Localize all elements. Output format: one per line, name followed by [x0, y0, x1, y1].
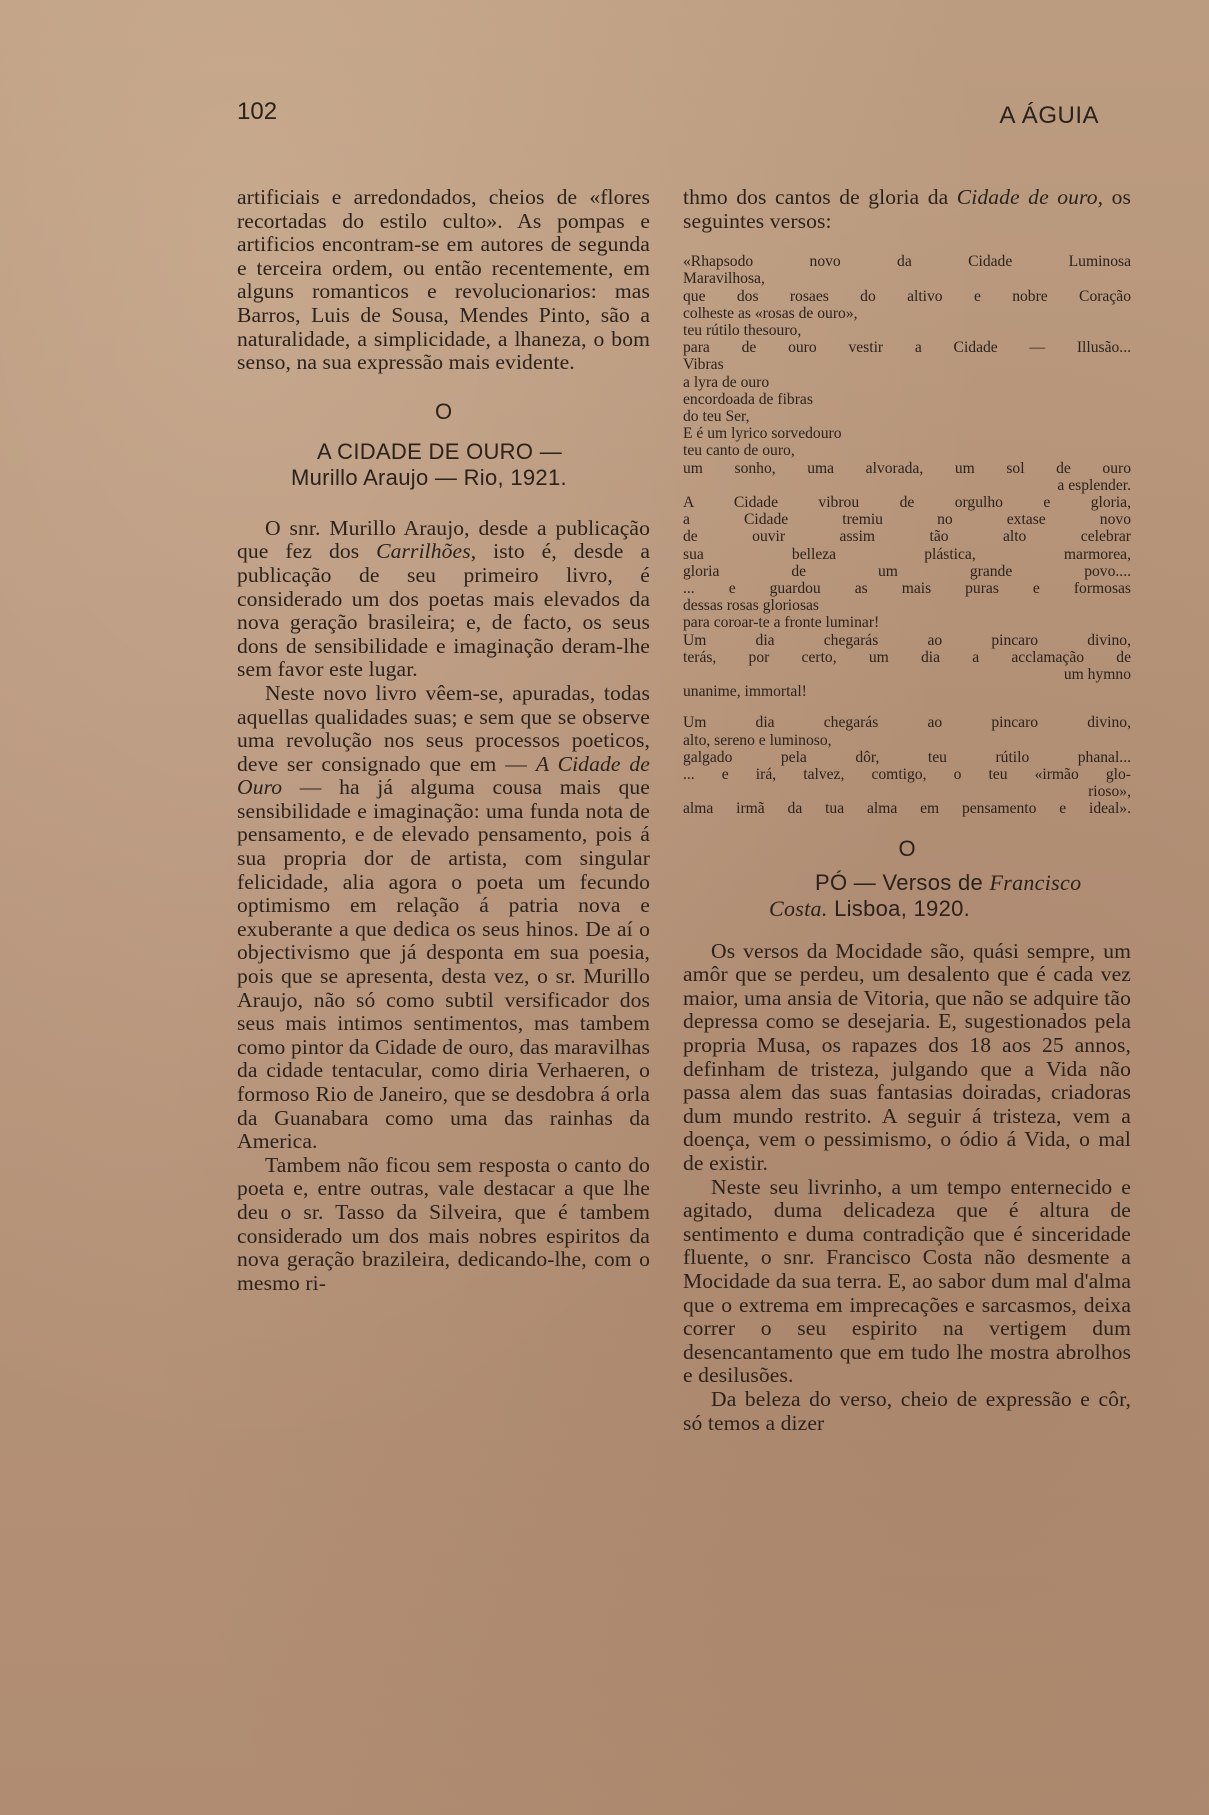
poem-line: um hymno [1063, 666, 1131, 684]
text-span: os seguintes versos: [683, 185, 1131, 233]
left-column [237, 186, 650, 1295]
page-header [0, 98, 1209, 138]
poem-line: «Rhapsodo novo da Cidade Luminosa [683, 253, 1131, 271]
right-column [683, 186, 1131, 1435]
poem-line: gloria de um grande povo.... [683, 562, 1131, 580]
poem-line: para de ouro vestir a Cidade — Illusão... [683, 339, 1131, 357]
paragraph [683, 186, 1131, 233]
review-title: A CIDADE DE OURO — [317, 438, 562, 464]
poem-line: galgado pela dôr, teu rútilo phanal... [683, 748, 1131, 766]
poem-line: a lyra de ouro [683, 373, 770, 391]
poem-line: Maravilhosa, [683, 270, 765, 288]
paragraph: Da beleza do verso, cheio de expressão e côr, só temos a dizer [683, 1386, 1131, 1435]
text-span: O snr. Murillo Araujo, desde a publicação que fez dos [237, 515, 650, 564]
poem-line: alma irmã da tua alma em pensamento e ideal». [683, 800, 1131, 818]
poem-line: a Cidade tremiu no extase novo [683, 511, 1131, 529]
poem-line: Um dia chegarás ao pincaro divino, [683, 714, 1131, 732]
paragraph: Neste seu livrinho, a um tempo enternecido e agitado, duma delicadeza que é altura de sentimento e duma contradição que é sinceridade fluente, o snr. Francisco Costa não desmente a Mocidade da sua terra. E, ao sabor dum mal d'alma que o extrema em imprecações e sarcasmos, deixa correr o seu espirito na vertigem dum desencantamento que em tudo lhe mostra abrolhos e desilusões. [683, 1174, 1131, 1388]
poem-line: sua belleza plástica, marmorea, [683, 545, 1131, 563]
paragraph [237, 682, 650, 1154]
section-mark: O [898, 835, 916, 861]
poem-line: para coroar-te a fronte luminar! [683, 614, 880, 632]
author-name: Costa. [769, 895, 828, 921]
poem-line: alto, sereno e luminoso, [683, 731, 832, 749]
page-number: 102 [237, 98, 278, 125]
poem-line: ... e guardou as mais puras e formosas [683, 580, 1131, 598]
poem-line: dessas rosas gloriosas [683, 597, 819, 615]
poem-line: E é um lyrico sorvedouro [683, 425, 842, 443]
book-title: Cidade de ouro, [956, 185, 1104, 209]
poem-line: um sonho, uma alvorada, um sol de ouro [683, 459, 1131, 477]
text-span: , isto é, desde a publicação de seu primeiro livro, é considerado um dos poetas mais elevados da nova geração brasileira; e, de facto, os seus dons de sensibilidade e imaginação deram-lhe sem favor este lugar. [237, 539, 650, 682]
paragraph: Tambem não ficou sem resposta o canto do poeta e, entre outras, vale destacar a que lhe deu o sr. Tasso da Silveira, que é tambem considerado um dos mais nobres espiritos da nova geração brazileira, dedicando-lhe, com o mesmo ri- [237, 1152, 650, 1295]
text-span: Lisboa, 1920. [827, 895, 971, 921]
poem-line: A Cidade vibrou de orgulho e gloria, [683, 494, 1131, 512]
poem-line: Um dia chegarás ao pincaro divino, [683, 631, 1131, 649]
book-title: Carrilhões [376, 539, 471, 564]
section-mark: O [434, 398, 453, 424]
poem-line: encordoada de fibras [683, 390, 813, 408]
poem-line: Vibras [683, 356, 724, 374]
review-heading [237, 439, 650, 491]
poem-line: terás, por certo, um dia a acclamação de [683, 648, 1131, 666]
text-span: thmo dos cantos de gloria da [683, 185, 957, 209]
review-title [815, 870, 1131, 896]
author-name: Francisco [989, 869, 1082, 895]
text-span: — ha já alguma cousa mais que sensibilidade e imaginação: uma funda nota de pensamento, e de elevado pensamento, pois á sua propria dor de artista, com singular felicidade, alia agora o poeta um fecundo optimismo em relação á patria nova e exuberante a que dedica os seus hinos. De aí o objectivismo que já desponta em sua poesia, pois que se apresenta, desta vez, o sr. Murillo Araujo, não só como subtil versificador dos seus mais intimos sentimentos, mas tambem como pintor da Cidade de ouro, das maravilhas da cidade tentacular, como diria Verhaeren, o formoso Rio de Janeiro, que se desdobra á orla da Guanabara como uma das rainhas da America. [237, 775, 650, 1154]
journal-title: A ÁGUIA [999, 102, 1099, 129]
poem-quote [683, 714, 1131, 817]
text-span: PÓ — Versos de [815, 869, 990, 895]
poem-line: de ouvir assim tão alto celebrar [683, 528, 1131, 546]
poem-line: rioso», [1088, 783, 1131, 801]
poem-line: do teu Ser, [683, 408, 750, 426]
book-title: A Cidade de Ouro [237, 751, 650, 800]
paragraph [237, 517, 650, 682]
review-heading [683, 870, 1131, 922]
poem-line: teu rútilo thesouro, [683, 322, 802, 339]
review-author [769, 896, 1131, 922]
text-span: Neste novo livro vêem-se, apuradas, todas aquellas qualidades suas; e sem que se observe uma revolução nos seus processos poeticos, deve ser consignado que em — [237, 680, 650, 776]
poem-line: colheste as «rosas de ouro», [683, 304, 858, 322]
paragraph: artificiais e arredondados, cheios de «flores recortadas do estilo culto». As pompas e artificios encontram-se em autores de segunda e terceira ordem, ou então recentemente, em alguns romanticos e revolucionarios: mas Barros, Luis de Sousa, Mendes Pinto, são a naturalidade, a simplicidade, a lhaneza, o bom senso, na sua expressão mais evidente. [237, 185, 650, 375]
poem-line: teu canto de ouro, [683, 442, 795, 460]
paragraph: Os versos da Mocidade são, quási sempre, um amôr que se perdeu, um desalento que é cada vez maior, uma ansia de Vitoria, que não se adquire tão depressa como se desejaria. E, sugestionados pela propria Musa, os rapazes dos 18 aos 25 annos, definham de tristeza, julgando que a Vida não passa alem das suas fantasias doiradas, criadoras dum mundo restrito. A seguir á tristeza, vem a doença, vem o pessimismo, o ódio á Vida, o mal de existir. [683, 938, 1131, 1176]
poem-line: a esplender. [1057, 476, 1131, 494]
review-author: Murillo Araujo — Rio, 1921. [291, 464, 567, 490]
poem-quote [683, 253, 1131, 700]
poem-line: que dos rosaes do altivo e nobre Coração [683, 287, 1131, 305]
poem-line: unanime, immortal! [683, 683, 807, 701]
poem-line: ... e irá, talvez, comtigo, o teu «irmão glo- [683, 766, 1131, 784]
